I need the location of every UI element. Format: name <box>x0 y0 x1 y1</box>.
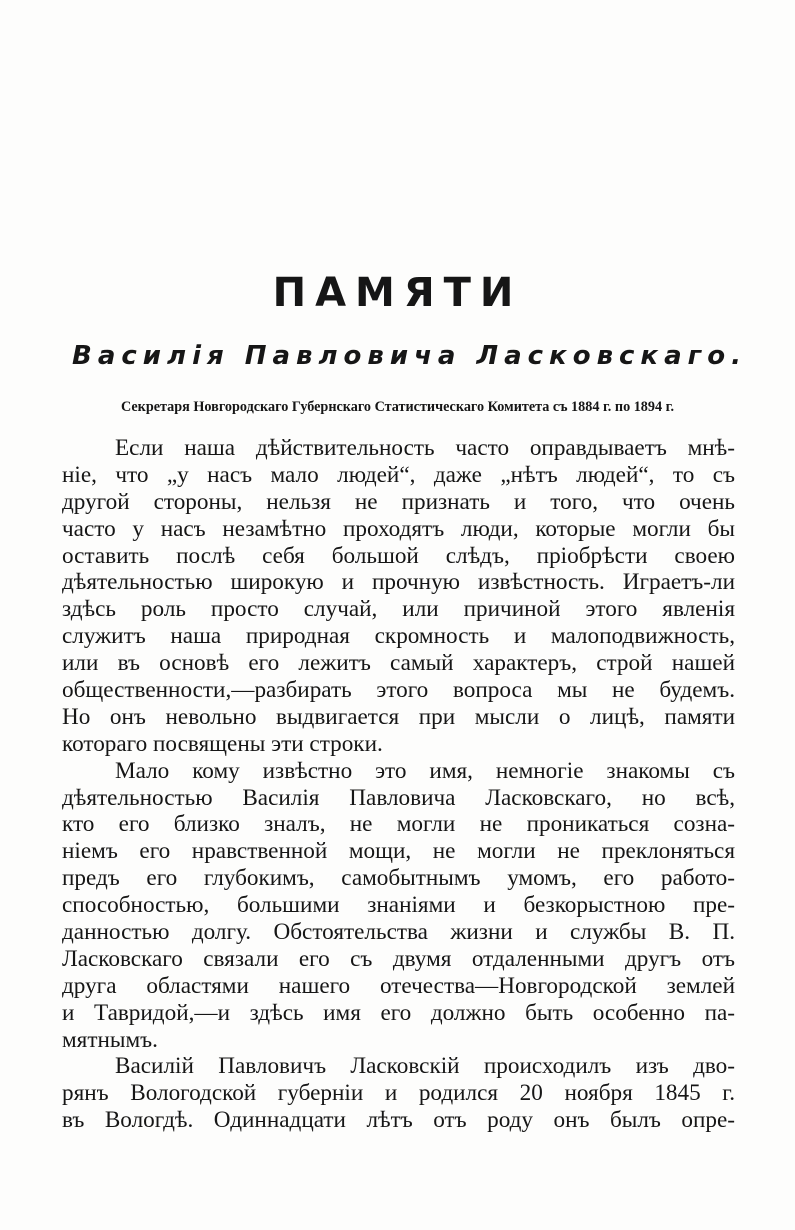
text-line: ніе, что „у насъ мало людей“, даже „нѣтъ людей“, то съ <box>62 461 735 488</box>
text-line: въ Вологдѣ. Одиннадцати лѣтъ отъ роду онъ былъ опре- <box>62 1107 735 1134</box>
text-line: другой стороны, нельзя не признать и того, что очень <box>62 488 735 515</box>
text-line: данностью долгу. Обстоятельства жизни и службы В. П. <box>62 919 735 946</box>
text-line: друга областями нашего отечества—Новгородской землей <box>62 972 735 999</box>
paragraph-2 <box>62 758 735 1054</box>
text-line: предъ его глубокимъ, самобытнымъ умомъ, его работо- <box>62 865 735 892</box>
text-line: Мало кому извѣстно это имя, немногіе знакомы съ <box>115 757 735 784</box>
paragraph-1 <box>62 435 735 758</box>
text-line: часто у насъ незамѣтно проходятъ люди, которые могли бы <box>62 515 735 542</box>
article-body <box>62 435 735 1134</box>
text-line: Василій Павловичъ Ласковскій происходилъ изъ дво- <box>115 1053 735 1080</box>
text-line: здѣсь роль просто случай, или причиной этого явленія <box>62 596 735 623</box>
text-line: дѣятельностью Василія Павловича Ласковскаго, но всѣ, <box>62 784 735 811</box>
text-line: способностью, большими знаніями и безкорыстною пре- <box>62 892 735 919</box>
text-line: мятнымъ. <box>62 1026 158 1053</box>
text-line: служитъ наша природная скромность и малоподвижность, <box>62 623 735 650</box>
text-line: дѣятельностью широкую и прочную извѣстность. Играетъ-ли <box>62 569 735 596</box>
text-line: кто его близко зналъ, не могли не проникаться созна- <box>62 811 735 838</box>
text-line: котораго посвящены эти строки. <box>62 730 383 757</box>
text-line: Если наша дѣйствительность часто оправдываетъ мнѣ- <box>115 435 735 461</box>
text-line: и Тавридой,—и здѣсь имя его должно быть особенно па- <box>62 999 735 1026</box>
page-title: ПАМЯТИ <box>272 270 523 316</box>
text-line: Но онъ невольно выдвигается при мысли о лицѣ, памяти <box>62 703 735 730</box>
text-line: рянъ Вологодской губерніи и родился 20 ноября 1845 г. <box>62 1080 735 1107</box>
text-line: ніемъ его нравственной мощи, не могли не преклоняться <box>62 838 735 865</box>
paragraph-3 <box>62 1053 735 1134</box>
text-line: или въ основѣ его лежитъ самый характеръ, строй нашей <box>62 650 735 677</box>
text-line: общественности,—разбирать этого вопроса мы не будемъ. <box>62 677 735 704</box>
text-line: Ласковскаго связали его съ двумя отдаленными другъ отъ <box>62 945 735 972</box>
page-subtitle: Василія Павловича Ласковскаго. <box>72 341 747 371</box>
text-line: оставить послѣ себя большой слѣдъ, пріобрѣсти своею <box>62 542 735 569</box>
page-caption: Секретаря Новгородскаго Губернскаго Статистическаго Комитета съ 1884 г. по 1894 г. <box>120 399 675 415</box>
